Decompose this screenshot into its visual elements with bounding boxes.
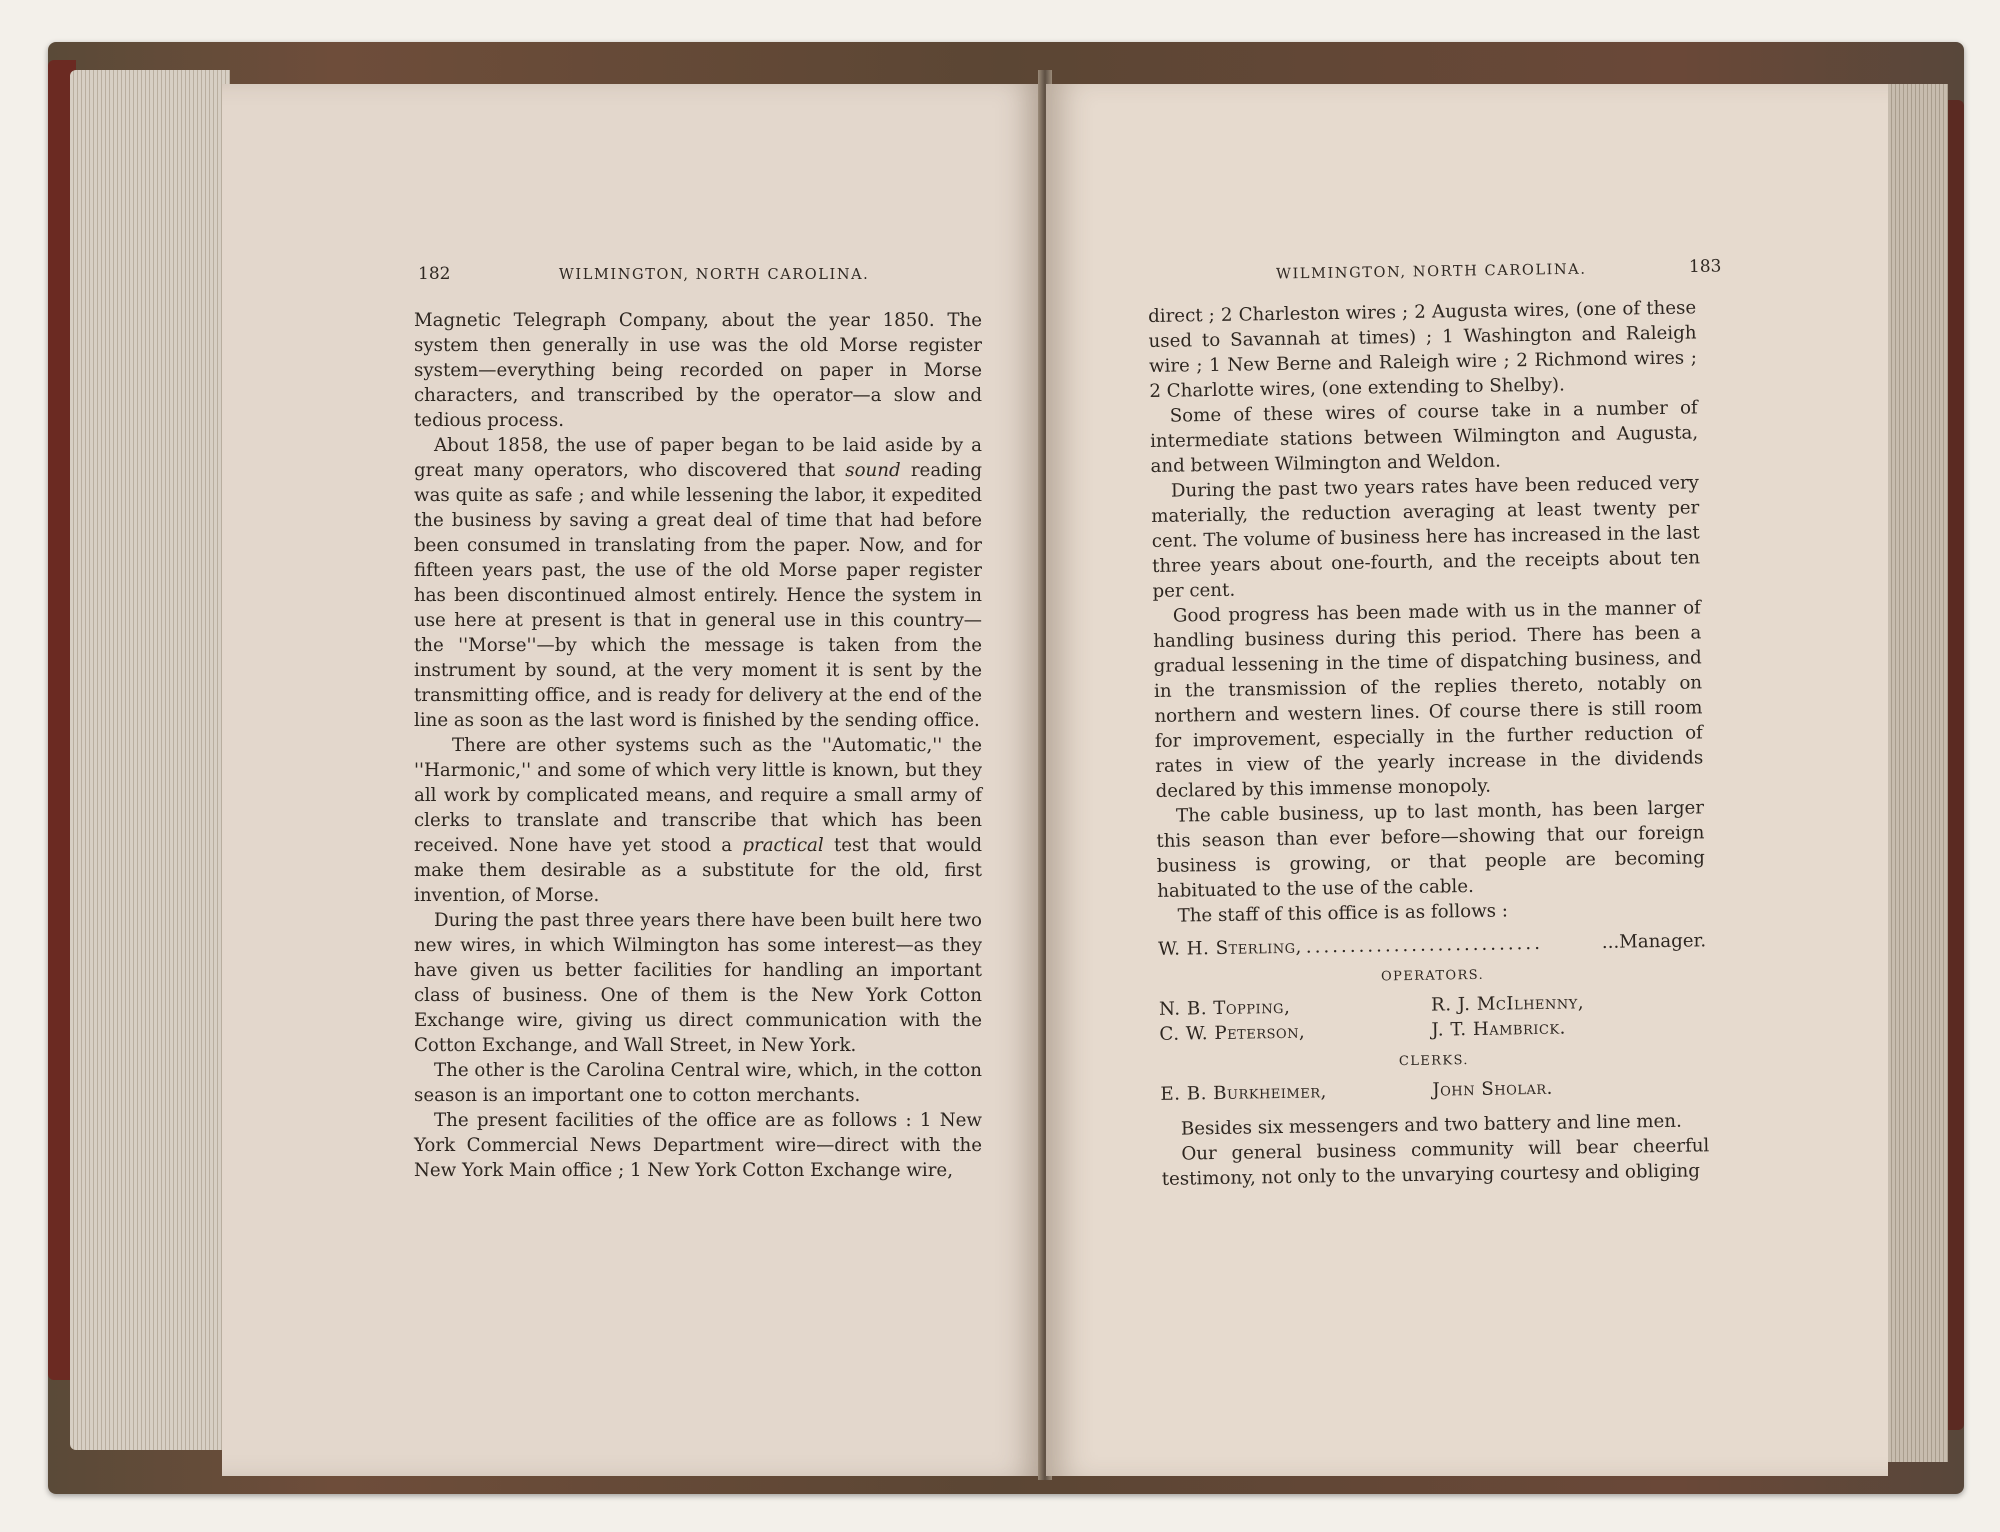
right-page bbox=[1046, 84, 1888, 1476]
right-running-head bbox=[1276, 257, 1722, 284]
left-page bbox=[222, 84, 1044, 1476]
operator-name: J. T. Hambrick. bbox=[1431, 1017, 1567, 1041]
paragraph: The staff of this office is as follows : bbox=[1177, 900, 1509, 927]
manager-name: W. H. Sterling, bbox=[1157, 936, 1303, 960]
paragraph: Besides six messengers and two battery and line men. bbox=[1180, 1110, 1683, 1140]
page-edges-left bbox=[70, 70, 230, 1450]
paragraph: During the past three years there have been built here two new wires, in which Wilmington has some interest—as they have given us better facilities for handling an important class of business. One of them is the New York Cotton Exchange wire, giving us direct communication with the Cotton Exchange, and Wall Street, in New York. bbox=[414, 910, 982, 1056]
operators-heading: OPERATORS. bbox=[1380, 967, 1485, 985]
paragraph: The other is the Carolina Central wire, which, in the cotton season is an important one to cotton merchants. bbox=[414, 1060, 982, 1106]
left-body-text bbox=[414, 308, 982, 1183]
operator-name: N. B. Topping, bbox=[1158, 996, 1291, 1020]
paragraph: Magnetic Telegraph Company, about the year 1850. The system then generally in use was the old Morse register system—everything being recorded on paper in Morse characters, and transcribed by the operator—a slow and tedious process. bbox=[414, 310, 982, 431]
operator-name: C. W. Peterson, bbox=[1159, 1021, 1306, 1045]
leader-dots: ........................... bbox=[1305, 932, 1544, 958]
clerk-name: John Sholar. bbox=[1432, 1077, 1554, 1101]
paragraph: Some of these wires of course take in a number of intermediate stations between Wilmington and Augusta, and between Wilmington and Weldon. bbox=[1149, 397, 1699, 477]
paragraph: There are other systems such as the ''Automatic,'' the ''Harmonic,'' and some of which very little is known, but they all work by complicated means, and require a small army of clerks to translate and transcribe that which has been received. None have yet stood a practical test that would make them desirable as a substitute for the old, first invention, of Morse. bbox=[414, 735, 982, 906]
page-number-182: 182 bbox=[418, 264, 451, 284]
operator-name: R. J. McIlhenny, bbox=[1430, 992, 1585, 1016]
clerks-heading: CLERKS. bbox=[1398, 1053, 1470, 1070]
page-edges-right bbox=[1880, 84, 1948, 1462]
manager-title: ...Manager. bbox=[1601, 930, 1707, 953]
page-number-183: 183 bbox=[1688, 256, 1722, 278]
paragraph: Good progress has been made with us in the manner of handling business during this period. There has been a gradual lessening in the time of dispatching business, and in the transmission of the replies thereto, notably on northern and western lines. Of course there is still room for improvement, especially in the further reduction of rates in view of the yearly increase in the dividends declared by this immense monopoly. bbox=[1153, 597, 1704, 802]
staff-manager-line bbox=[1158, 928, 1706, 962]
right-running-title: WILMINGTON, NORTH CAROLINA. bbox=[1275, 261, 1587, 283]
paragraph: The present facilities of the office are as follows : 1 New York Commercial News Department wire—direct with the New York Main office ; 1 New York Cotton Exchange wire, bbox=[414, 1110, 982, 1181]
paragraph: About 1858, the use of paper began to be laid aside by a great many operators, who discovered that sound reading was quite as safe ; and while lessening the labor, it expedited the business by saving a great deal of time that had before been consumed in translating from the paper. Now, and for fifteen years past, the use of the old Morse paper register has been discontinued almost entirely. Hence the system in use here at present is that in general use in this country—the ''Morse''—by which the message is taken from the instrument by sound, at the very moment it is sent by the transmitting office, and is ready for delivery at the end of the line as soon as the last word is finished by the sending office. bbox=[414, 435, 982, 731]
paragraph: direct ; 2 Charleston wires ; 2 Augusta wires, (one of these used to Savannah at times) ; 1 Washington and Raleigh wire ; 1 New Berne and Raleigh wire ; 2 Richmond wires ; 2 Charlotte wires, (one extending to Shelby). bbox=[1148, 297, 1698, 402]
clerk-name: E. B. Burkheimer, bbox=[1160, 1081, 1327, 1105]
left-running-head bbox=[418, 264, 869, 284]
left-running-title: WILMINGTON, NORTH CAROLINA. bbox=[558, 267, 870, 283]
right-body-text bbox=[1148, 295, 1710, 1191]
paragraph: Our general business community will bear cheerful testimony, not only to the unvarying courtesy and obliging bbox=[1161, 1135, 1710, 1190]
paragraph: During the past two years rates have been reduced very materially, the reduction averaging at least twenty per cent. The volume of business here has increased in the last three years about one-fourth, and the receipts about ten per cent. bbox=[1151, 472, 1701, 602]
paragraph: The cable business, up to last month, has been larger this season than ever before—showing that our foreign business is growing, or that people are becoming habituated to the use of the cable. bbox=[1156, 797, 1705, 902]
clerks-row bbox=[1160, 1073, 1708, 1107]
